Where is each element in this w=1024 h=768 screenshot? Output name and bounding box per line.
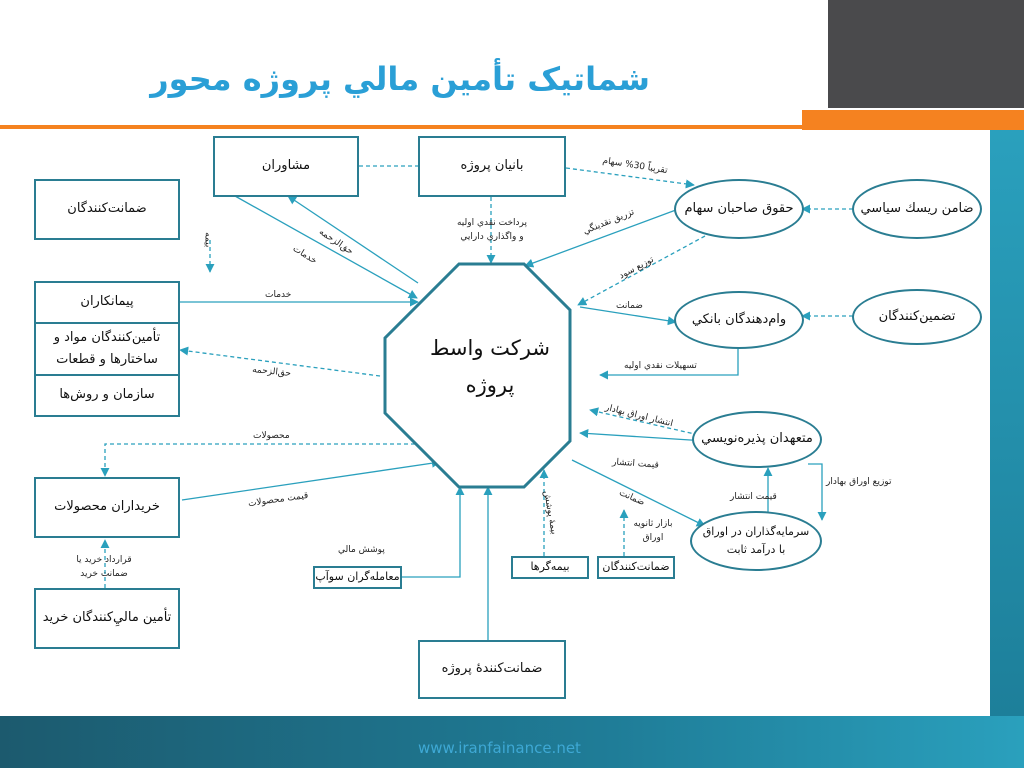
spv-label [400,330,580,404]
label-guarantee-bank: ضمانت [616,301,643,311]
box-buyers: خريداران محصولات [34,477,180,538]
edge-fee-advisors [288,196,418,283]
label-services-contractors: خدمات [265,290,292,300]
box-insurers: بيمه‌گرها [511,556,589,579]
box-guarantors-bottom: ضمانت‌کنندگان [597,556,675,579]
label-secondary-market-line1: بازار ثانويه [633,519,673,529]
label-products: محصولات [253,431,290,441]
box-project-guarantor: ضمانت‌کنندۀ پروژه [418,640,566,699]
label-fee-suppliers: حق‌الزحمه [251,364,292,380]
label-services-advisors: خدمات [290,243,319,267]
ellipse-loan-guarantors: تضمين‌كنندگان [852,289,982,345]
ellipse-bond-investors: سرمايه‌گذاران در اوراق با درآمد ثابت [690,511,822,571]
label-bond-distribution: توزيع اوراق بهادار [826,477,892,487]
edge-bond-distribution [808,464,822,520]
label-purchase-contract-line2: ضمانت خريد [80,568,128,579]
label-insurance-left: بيمه [202,232,213,248]
label-insurance-coverage: بيمۀ پوشش [541,489,559,536]
label-approx-30: تقريباً 30% سهام [601,155,669,177]
label-guarantee-investors: ضمانت [617,488,647,509]
spv-label-line1: شرکت واسط [430,336,550,360]
label-issue-price-2: قيمت انتشار [730,492,777,502]
box-swap-dealers: معامله‌گران سوآپ [313,566,402,589]
ellipse-underwriters: متعهدان پذيره‌نويسي [692,411,822,468]
ellipse-bank-lenders: وام‌دهندگان بانكي [674,291,804,349]
edge-product-price [182,462,440,500]
label-initial-payment [444,217,540,244]
label-product-price: قيمت محصولات [247,490,309,510]
box-buyer-financiers: تأمين ماليِ‌کنندگان خريد [34,588,180,649]
box-organization: سازمان و روش‌ها [34,374,180,417]
footer-url-link[interactable]: www.iranfainance.net [418,739,581,757]
label-cash-injection: تزريق نقدينگي [581,207,636,237]
ellipse-shareholders: حقوق صاحبان سهام [674,179,804,239]
label-secondary-market [624,518,682,545]
box-guarantors-left: ضمانت‌کنندگان [34,179,180,240]
label-purchase-contract-line1: قرارداد خريد يا [76,555,132,565]
spv-label-line2: پروژه [465,372,515,397]
label-financial-hedge: پوشش مالي [338,545,385,555]
label-dividend: توزيع سود [617,254,656,282]
label-initial-payment-line2: و واگذاري دارايي [460,231,524,242]
label-fee-advisors: حق‌الزحمه [316,227,355,258]
edge-products [105,444,450,476]
box-suppliers: تأمين‌کنندگان مواد و ساختارها و قطعات [34,322,180,376]
label-initial-payment-line1: پرداخت نقدي اوليه [456,218,528,228]
box-contractors: پيمانکاران [34,281,180,324]
box-sponsors: بانيان پروژه [418,136,566,197]
label-initial-loan: تسهيلات نقدي اوليه [624,361,697,371]
box-advisors: مشاوران [213,136,359,197]
page-title: شماتيک تأمين مالي پروژه محور [150,60,650,98]
label-bond-issue: انتشار اوراق بهادار [604,402,674,430]
label-secondary-market-line2: اوراق [642,532,664,543]
edge-swap-center [402,487,460,577]
label-purchase-contract [66,554,142,581]
ellipse-political-risk: ضامن ريسك سياسي [852,179,982,239]
edge-advisors-services [235,196,417,298]
label-issue-price: قيمت انتشار [611,457,660,471]
